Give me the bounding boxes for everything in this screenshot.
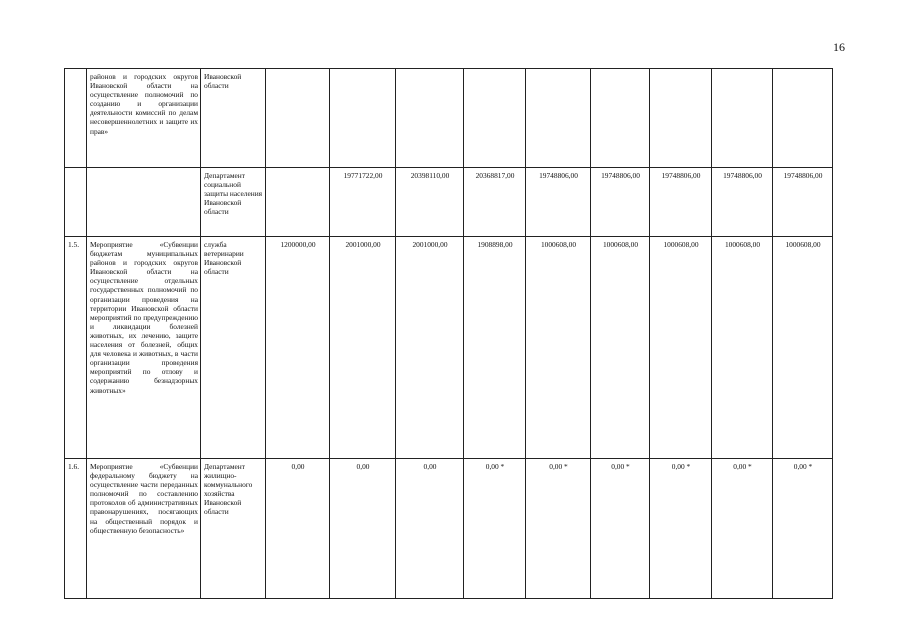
amount-cell xyxy=(266,168,330,237)
executor-cell: Департамент социальной защиты населения Ивановской области xyxy=(201,168,266,237)
amount-cell: 1000608,00 xyxy=(773,237,833,459)
executor-cell: Департамент жилищно-коммунального хозяйства Ивановской области xyxy=(201,459,266,599)
table-row xyxy=(65,168,833,237)
amount-cell xyxy=(591,69,650,168)
amount-cell: 0,00 * xyxy=(591,459,650,599)
amount-cell: 1200000,00 xyxy=(266,237,330,459)
amount-cell: 19748806,00 xyxy=(650,168,712,237)
amount-cell: 19748806,00 xyxy=(591,168,650,237)
row-index-cell: 1.6. xyxy=(65,459,87,599)
measure-name-cell: районов и городских округов Ивановской области на осуществление полномочий по созданию и организации деятельности комиссий по делам несовершеннолетних и защите их прав» xyxy=(87,69,201,168)
executor-cell: Ивановской области xyxy=(201,69,266,168)
amount-cell: 0,00 xyxy=(396,459,464,599)
amount-cell: 0,00 xyxy=(330,459,396,599)
measure-name-cell: Мероприятие «Субвенции федеральному бюджету на осуществление части переданных полномочий по составлению протоколов об административных правонарушениях, посягающих на общественный порядок и общественную безопасность» xyxy=(87,459,201,599)
amount-cell xyxy=(396,69,464,168)
amount-cell: 0,00 * xyxy=(773,459,833,599)
row-index-cell xyxy=(65,168,87,237)
amount-cell xyxy=(773,69,833,168)
amount-cell: 0,00 xyxy=(266,459,330,599)
amount-cell: 1908898,00 xyxy=(464,237,526,459)
amount-cell: 1000608,00 xyxy=(591,237,650,459)
amount-cell: 20398110,00 xyxy=(396,168,464,237)
amount-cell xyxy=(650,69,712,168)
amount-cell xyxy=(526,69,591,168)
table-row xyxy=(65,459,833,599)
amount-cell: 0,00 * xyxy=(526,459,591,599)
amount-cell xyxy=(712,69,773,168)
amount-cell: 0,00 * xyxy=(650,459,712,599)
program-funding-table xyxy=(64,68,833,599)
amount-cell: 19748806,00 xyxy=(526,168,591,237)
amount-cell: 0,00 * xyxy=(712,459,773,599)
table-row xyxy=(65,237,833,459)
executor-cell: служба ветеринарии Ивановской области xyxy=(201,237,266,459)
amount-cell: 2001000,00 xyxy=(396,237,464,459)
amount-cell: 19748806,00 xyxy=(773,168,833,237)
page-number: 16 xyxy=(833,40,845,54)
amount-cell: 1000608,00 xyxy=(712,237,773,459)
amount-cell: 19771722,00 xyxy=(330,168,396,237)
row-index-cell xyxy=(65,69,87,168)
amount-cell: 1000608,00 xyxy=(526,237,591,459)
amount-cell xyxy=(266,69,330,168)
amount-cell: 0,00 * xyxy=(464,459,526,599)
amount-cell: 1000608,00 xyxy=(650,237,712,459)
measure-name-cell xyxy=(87,168,201,237)
row-index-cell: 1.5. xyxy=(65,237,87,459)
amount-cell: 2001000,00 xyxy=(330,237,396,459)
table-row xyxy=(65,69,833,168)
measure-name-cell: Мероприятие «Субвенции бюджетам муниципальных районов и городских округов Ивановской области на осуществление отдельных государственных полномочий по организации проведения на территории Ивановской области мероприятий по предупреждению и ликвидации болезней животных, их лечению, защите населения от болезней, общих для человека и животных, в части организации проведения мероприятий по отлову и содержанию безнадзорных животных» xyxy=(87,237,201,459)
amount-cell: 20368817,00 xyxy=(464,168,526,237)
amount-cell xyxy=(464,69,526,168)
amount-cell xyxy=(330,69,396,168)
amount-cell: 19748806,00 xyxy=(712,168,773,237)
